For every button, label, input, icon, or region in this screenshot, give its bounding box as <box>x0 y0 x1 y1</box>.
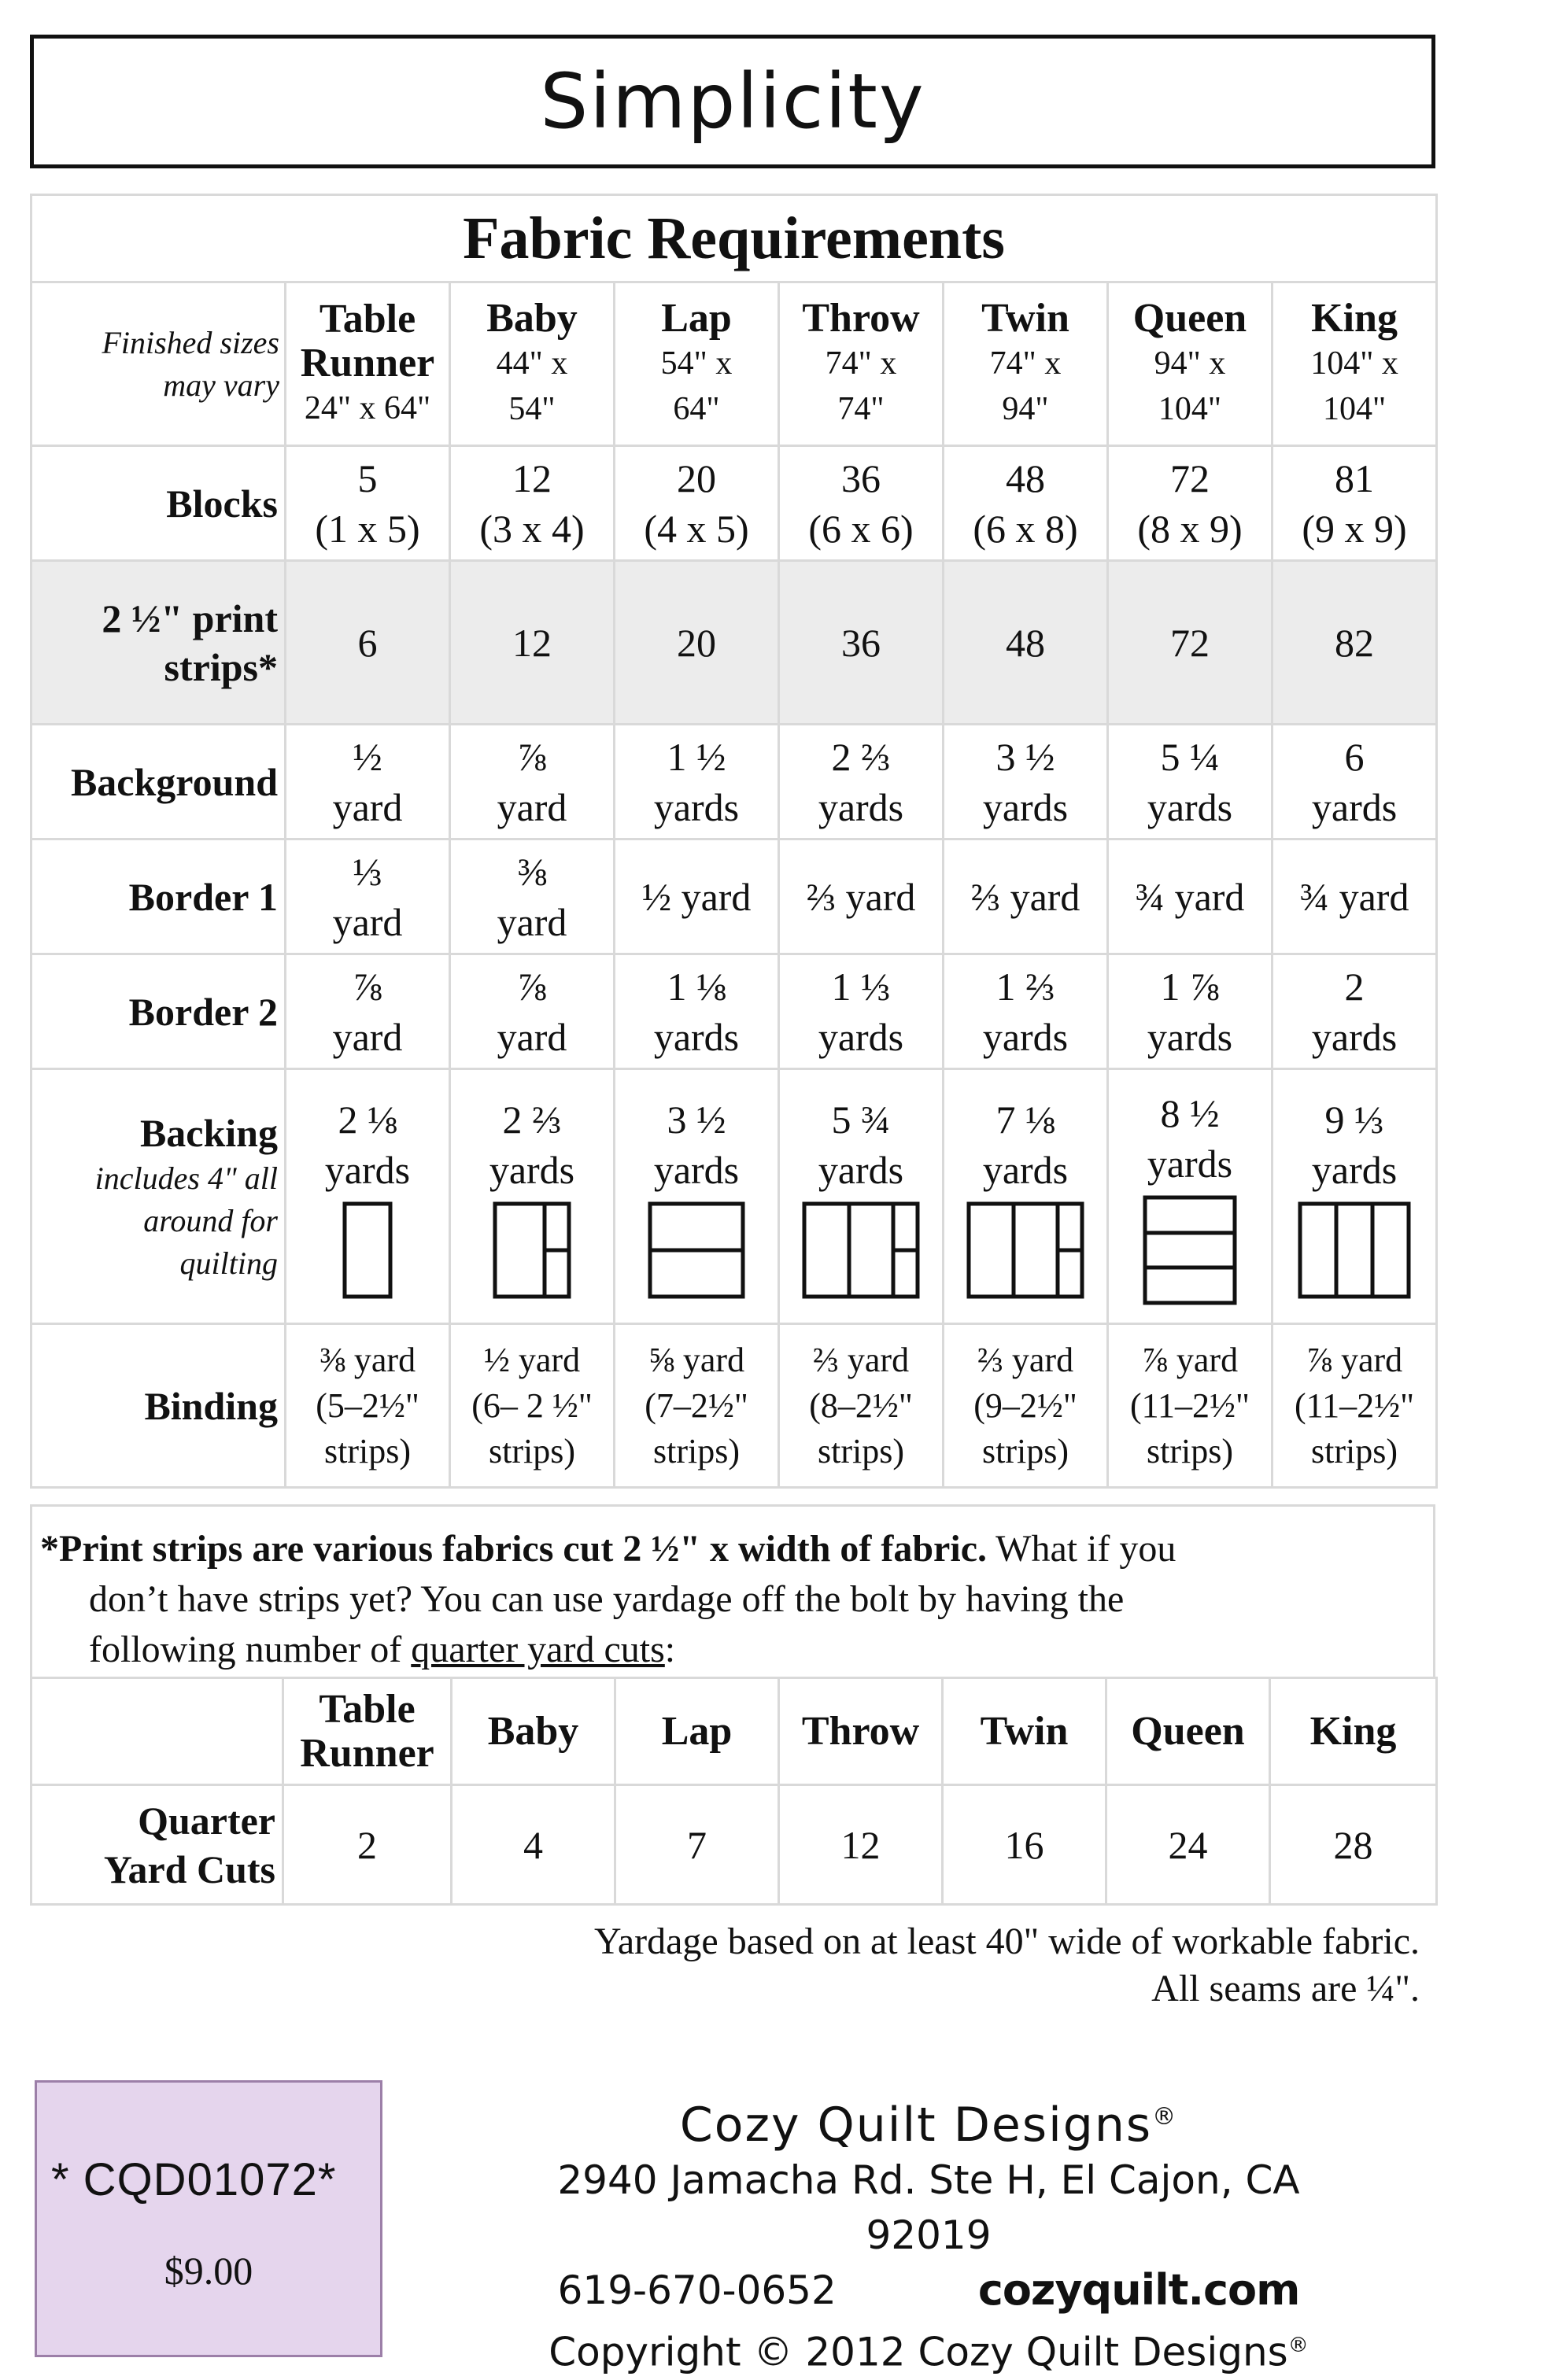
unit: yards <box>1147 1014 1233 1059</box>
size-name: Queen <box>1132 295 1247 341</box>
backing-note-line3: quilting <box>179 1245 278 1281</box>
border2-cell <box>286 954 450 1069</box>
size-dims-line2: 104" <box>1322 390 1387 427</box>
amount: 6 <box>1344 734 1365 779</box>
unit: yards <box>1147 784 1233 829</box>
binding-cell <box>944 1324 1108 1488</box>
cuts-value: 2 <box>283 1785 452 1905</box>
binding-yardage: ⅝ yard <box>648 1340 745 1379</box>
blocks-grid: (9 x 9) <box>1302 506 1407 551</box>
footnote-line1: Yardage based on at least 40" wide of workable fabric. <box>593 1921 1420 1962</box>
unit: yard <box>497 784 567 829</box>
binding-row <box>31 1324 1437 1488</box>
amount: ⅞ <box>353 964 382 1009</box>
background-cell <box>1108 725 1273 839</box>
unit: yards <box>324 1147 411 1192</box>
binding-yardage: ½ yard <box>483 1340 581 1379</box>
fabric-requirements-heading: Fabric Requirements <box>31 195 1437 282</box>
binding-strips: (11–2½" <box>1130 1386 1250 1425</box>
amount: ⅓ <box>353 849 382 894</box>
border1-value: ½ yard <box>615 839 779 954</box>
unit: yards <box>1311 1014 1398 1059</box>
binding-strips: (11–2½" <box>1295 1386 1415 1425</box>
border1-row <box>31 839 1437 954</box>
border1-value: ⅔ yard <box>944 839 1108 954</box>
amount: 5 ¼ <box>1160 734 1220 779</box>
size-header-king <box>1273 282 1437 446</box>
border2-cell <box>450 954 615 1069</box>
unit: yards <box>653 1014 740 1059</box>
print-strips-row <box>31 561 1437 725</box>
binding-strips-word: strips) <box>489 1431 575 1470</box>
print-strips-value: 6 <box>286 561 450 725</box>
backing-layout-diagram <box>493 1201 571 1299</box>
border2-cell <box>944 954 1108 1069</box>
blocks-cell <box>1108 446 1273 561</box>
sizes-row <box>31 282 1437 446</box>
border1-value: ¾ yard <box>1273 839 1437 954</box>
backing-note-line1: includes 4" all <box>94 1160 278 1196</box>
company-website: cozyquilt.com <box>977 2265 1300 2315</box>
background-cell <box>286 725 450 839</box>
cuts-header-lap: Lap <box>615 1678 779 1785</box>
amount: 2 <box>1344 964 1365 1009</box>
unit: yards <box>653 1147 740 1192</box>
cuts-value-row <box>31 1785 1437 1905</box>
blocks-cell <box>779 446 944 561</box>
size-note-line2: may vary <box>163 367 279 403</box>
size-name: Baby <box>486 295 578 341</box>
backing-cell <box>1108 1069 1273 1324</box>
unit: yards <box>982 784 1069 829</box>
binding-strips: (6– 2 ½" <box>471 1386 593 1425</box>
cuts-header-throw: Throw <box>779 1678 943 1785</box>
border2-cell <box>1108 954 1273 1069</box>
note-bold-text: *Print strips are various fabrics cut 2 ½" x width of fabric. <box>40 1528 987 1570</box>
print-strips-label-line2: strips* <box>164 644 278 689</box>
binding-strips: (8–2½" <box>809 1386 913 1425</box>
backing-cell <box>450 1069 615 1324</box>
amount: 8 ½ <box>1160 1090 1220 1135</box>
backing-row <box>31 1069 1437 1324</box>
size-note-cell <box>31 282 286 446</box>
unit: yards <box>982 1014 1069 1059</box>
blocks-grid: (6 x 8) <box>973 506 1078 551</box>
size-dims-line1: 94" x <box>1154 345 1226 382</box>
print-strips-value: 72 <box>1108 561 1273 725</box>
unit: yard <box>497 1014 567 1059</box>
size-dims: 24" x 64" <box>304 389 431 426</box>
note-line3 <box>40 1625 1425 1675</box>
company-info <box>512 2090 1346 2380</box>
background-label: Background <box>31 725 286 839</box>
size-name: King <box>1311 295 1398 341</box>
print-strips-value: 36 <box>779 561 944 725</box>
note-text: following number of <box>89 1629 412 1670</box>
quarter-yard-cuts-table <box>30 1677 1438 1906</box>
amount: 1 ½ <box>667 734 726 779</box>
cuts-header-row <box>31 1678 1437 1785</box>
size-name: Twin <box>981 295 1069 341</box>
size-dims-line2: 74" <box>837 390 885 427</box>
binding-cell <box>615 1324 779 1488</box>
footnote-line2: All seams are ¼". <box>1151 1968 1420 2009</box>
border1-value: ⅔ yard <box>779 839 944 954</box>
blocks-grid: (1 x 5) <box>315 506 420 551</box>
size-note-line1: Finished sizes <box>102 324 279 360</box>
blocks-grid: (6 x 6) <box>808 506 914 551</box>
unit: yard <box>497 899 567 944</box>
backing-cell <box>944 1069 1108 1324</box>
quarter-yard-cuts-term: quarter yard cuts <box>411 1629 665 1670</box>
blocks-grid: (3 x 4) <box>479 506 585 551</box>
backing-layout-diagram <box>802 1201 920 1299</box>
amount: 2 ⅔ <box>831 734 891 779</box>
size-name: Lap <box>661 295 732 341</box>
amount: ⅞ <box>517 964 547 1009</box>
amount: 1 ⅛ <box>667 964 726 1009</box>
background-cell <box>450 725 615 839</box>
binding-strips: (5–2½" <box>316 1386 419 1425</box>
print-strips-label-line1: 2 ½" print <box>102 596 278 640</box>
copyright-text: Copyright © 2012 Cozy Quilt Designs <box>549 2329 1288 2375</box>
note-line2: don’t have strips yet? You can use yardage off the bolt by having the <box>89 1578 1125 1620</box>
size-header-throw <box>779 282 944 446</box>
backing-layout-diagram <box>966 1201 1084 1299</box>
company-name-text: Cozy Quilt Designs <box>679 2098 1153 2153</box>
amount: 9 ⅓ <box>1324 1097 1384 1142</box>
backing-note-line2: around for <box>143 1202 278 1238</box>
background-cell <box>944 725 1108 839</box>
cuts-value: 16 <box>943 1785 1106 1905</box>
size-dims-line1: 74" x <box>825 345 897 382</box>
size-dims-line1: 44" x <box>496 345 568 382</box>
pattern-title: Simplicity <box>30 35 1435 168</box>
cuts-header-queen: Queen <box>1106 1678 1270 1785</box>
size-header-lap <box>615 282 779 446</box>
company-name <box>512 2090 1346 2153</box>
print-strips-value: 20 <box>615 561 779 725</box>
cuts-header-twin: Twin <box>943 1678 1106 1785</box>
amount: 2 ⅔ <box>502 1097 562 1142</box>
binding-label: Binding <box>31 1324 286 1488</box>
yardage-footnote <box>594 1918 1420 2013</box>
unit: yards <box>653 784 740 829</box>
border2-row <box>31 954 1437 1069</box>
binding-yardage: ⅔ yard <box>977 1340 1074 1379</box>
print-strips-value: 12 <box>450 561 615 725</box>
unit: yard <box>332 1014 403 1059</box>
backing-label: Backing <box>139 1110 278 1155</box>
blocks-count: 12 <box>512 456 552 500</box>
amount: ⅜ <box>517 849 547 894</box>
blocks-grid: (8 x 9) <box>1137 506 1243 551</box>
backing-cell <box>286 1069 450 1324</box>
cuts-value: 4 <box>452 1785 615 1905</box>
backing-cell <box>779 1069 944 1324</box>
registered-mark: ® <box>1152 2103 1178 2131</box>
binding-strips: (7–2½" <box>645 1386 748 1425</box>
size-dims-line2: 64" <box>673 390 720 427</box>
backing-layout-diagram <box>342 1201 393 1299</box>
border2-cell <box>1273 954 1437 1069</box>
size-header-baby <box>450 282 615 446</box>
unit: yards <box>1311 1147 1398 1192</box>
copyright-line <box>512 2318 1346 2380</box>
amount: 3 ½ <box>995 734 1055 779</box>
binding-strips-word: strips) <box>818 1431 904 1470</box>
print-strips-note <box>30 1504 1435 1679</box>
blocks-grid: (4 x 5) <box>644 506 749 551</box>
header-line2: Runner <box>300 1730 434 1776</box>
cuts-header-baby: Baby <box>452 1678 615 1785</box>
amount: 1 ⅓ <box>831 964 891 1009</box>
background-cell <box>1273 725 1437 839</box>
price-tag <box>35 2080 382 2357</box>
size-header-table-runner <box>286 282 450 446</box>
binding-yardage: ⅞ yard <box>1141 1340 1239 1379</box>
amount: 3 ½ <box>667 1097 726 1142</box>
binding-strips: (9–2½" <box>973 1386 1077 1425</box>
binding-yardage: ⅔ yard <box>812 1340 910 1379</box>
size-dims-line2: 54" <box>508 390 556 427</box>
sku-code: * CQD01072* <box>51 2154 337 2205</box>
unit: yard <box>332 784 403 829</box>
print-strips-value: 82 <box>1273 561 1437 725</box>
size-header-twin <box>944 282 1108 446</box>
contact-line <box>512 2263 1346 2318</box>
blocks-row <box>31 446 1437 561</box>
blocks-cell <box>944 446 1108 561</box>
cuts-value: 24 <box>1106 1785 1270 1905</box>
note-text: What if you <box>987 1528 1176 1570</box>
amount: 1 ⅞ <box>1160 964 1220 1009</box>
border2-label: Border 2 <box>31 954 286 1069</box>
border2-cell <box>779 954 944 1069</box>
print-strips-label <box>31 561 286 725</box>
unit: yards <box>818 1147 904 1192</box>
amount: 2 ⅛ <box>338 1097 397 1142</box>
unit: yards <box>818 784 904 829</box>
size-name: Throw <box>802 295 920 341</box>
size-dims-line2: 104" <box>1158 390 1222 427</box>
label-line1: Quarter <box>138 1798 275 1843</box>
binding-strips-word: strips) <box>982 1431 1069 1470</box>
amount: 7 ⅛ <box>995 1097 1055 1142</box>
binding-cell <box>1273 1324 1437 1488</box>
note-text: : <box>664 1629 676 1670</box>
size-name-line1: Table <box>319 296 416 341</box>
empty-corner-cell <box>31 1678 283 1785</box>
binding-strips-word: strips) <box>324 1431 411 1470</box>
amount: ½ <box>353 734 382 779</box>
backing-layout-diagram <box>1298 1201 1411 1299</box>
blocks-count: 36 <box>841 456 881 500</box>
amount: 1 ⅔ <box>995 964 1055 1009</box>
border2-cell <box>615 954 779 1069</box>
backing-layout-diagram <box>648 1201 745 1299</box>
amount: ⅞ <box>517 734 547 779</box>
amount: 5 ¾ <box>831 1097 891 1142</box>
background-cell <box>615 725 779 839</box>
size-dims-line2: 94" <box>1002 390 1049 427</box>
background-row <box>31 725 1437 839</box>
binding-yardage: ⅞ yard <box>1306 1340 1403 1379</box>
binding-cell <box>779 1324 944 1488</box>
border1-value: ¾ yard <box>1108 839 1273 954</box>
unit: yards <box>818 1014 904 1059</box>
binding-yardage: ⅜ yard <box>319 1340 416 1379</box>
cuts-header-king: King <box>1270 1678 1437 1785</box>
blocks-count: 72 <box>1170 456 1210 500</box>
company-phone: 619-670-0652 <box>557 2267 837 2313</box>
unit: yards <box>489 1147 575 1192</box>
backing-cell <box>1273 1069 1437 1324</box>
binding-cell <box>450 1324 615 1488</box>
blocks-cell <box>450 446 615 561</box>
border1-cell <box>450 839 615 954</box>
blocks-cell <box>615 446 779 561</box>
blocks-count: 48 <box>1006 456 1045 500</box>
binding-strips-word: strips) <box>653 1431 740 1470</box>
cuts-value: 7 <box>615 1785 779 1905</box>
unit: yards <box>982 1147 1069 1192</box>
size-name-line2: Runner <box>300 340 435 386</box>
cuts-value: 12 <box>779 1785 943 1905</box>
backing-cell <box>615 1069 779 1324</box>
backing-layout-diagram <box>1143 1195 1237 1305</box>
header-line1: Table <box>319 1686 416 1732</box>
size-dims-line1: 104" x <box>1310 345 1398 382</box>
label-line2: Yard Cuts <box>103 1847 275 1891</box>
company-address: 2940 Jamacha Rd. Ste H, El Cajon, CA 92019 <box>557 2157 1300 2258</box>
backing-label-cell <box>31 1069 286 1324</box>
binding-cell <box>1108 1324 1273 1488</box>
fabric-requirements-table <box>30 194 1438 1489</box>
cuts-header-table-runner <box>283 1678 452 1785</box>
blocks-label: Blocks <box>31 446 286 561</box>
binding-cell <box>286 1324 450 1488</box>
copyright-registered-mark: ® <box>1287 2334 1309 2357</box>
blocks-count: 20 <box>677 456 716 500</box>
size-header-queen <box>1108 282 1273 446</box>
unit: yard <box>332 899 403 944</box>
unit: yards <box>1311 784 1398 829</box>
binding-strips-word: strips) <box>1311 1431 1398 1470</box>
blocks-cell <box>286 446 450 561</box>
border1-label: Border 1 <box>31 839 286 954</box>
quarter-yard-cuts-label <box>31 1785 283 1905</box>
cuts-value: 28 <box>1270 1785 1437 1905</box>
border1-cell <box>286 839 450 954</box>
background-cell <box>779 725 944 839</box>
print-strips-value: 48 <box>944 561 1108 725</box>
blocks-count: 81 <box>1335 456 1375 500</box>
blocks-cell <box>1273 446 1437 561</box>
note-line1 <box>40 1528 1176 1570</box>
size-dims-line1: 74" x <box>989 345 1062 382</box>
price: $9.00 <box>164 2249 253 2293</box>
size-dims-line1: 54" x <box>660 345 733 382</box>
unit: yards <box>1147 1141 1233 1186</box>
binding-strips-word: strips) <box>1147 1431 1233 1470</box>
blocks-count: 5 <box>357 456 378 500</box>
